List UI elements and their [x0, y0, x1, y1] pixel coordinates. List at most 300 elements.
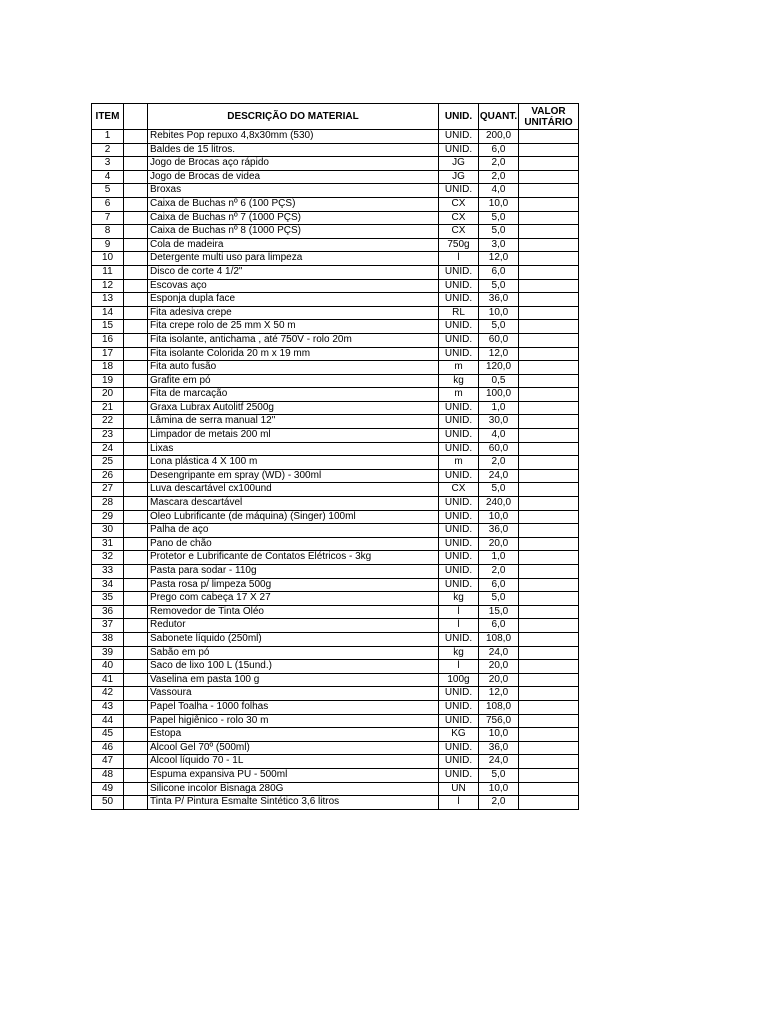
row-blank-cell	[124, 565, 148, 579]
table-row	[92, 265, 579, 279]
row-quantity: 2,0	[479, 456, 519, 470]
row-description: Saco de lixo 100 L (15und.)	[148, 660, 439, 674]
row-unit-value	[519, 361, 579, 375]
row-blank-cell	[124, 755, 148, 769]
row-unit: UNID.	[439, 429, 479, 443]
row-description: Caixa de Buchas nº 6 (100 PÇS)	[148, 197, 439, 211]
row-description: Vaselina em pasta 100 g	[148, 673, 439, 687]
row-item-number: 44	[92, 714, 124, 728]
row-quantity: 10,0	[479, 782, 519, 796]
row-blank-cell	[124, 211, 148, 225]
row-description: Lâmina de serra manual 12"	[148, 415, 439, 429]
row-unit: UNID.	[439, 143, 479, 157]
table-header-row	[92, 104, 579, 130]
row-item-number: 20	[92, 388, 124, 402]
table-row	[92, 673, 579, 687]
row-description: Pano de chão	[148, 537, 439, 551]
row-quantity: 2,0	[479, 157, 519, 171]
row-unit: l	[439, 252, 479, 266]
row-unit: CX	[439, 225, 479, 239]
row-blank-cell	[124, 130, 148, 144]
row-quantity: 60,0	[479, 442, 519, 456]
row-quantity: 20,0	[479, 660, 519, 674]
table-row	[92, 197, 579, 211]
table-row	[92, 578, 579, 592]
row-unit: kg	[439, 374, 479, 388]
table-row	[92, 700, 579, 714]
row-item-number: 2	[92, 143, 124, 157]
row-unit-value	[519, 768, 579, 782]
row-blank-cell	[124, 361, 148, 375]
table-row	[92, 592, 579, 606]
row-unit: UNID.	[439, 537, 479, 551]
row-description: Prego com cabeça 17 X 27	[148, 592, 439, 606]
row-item-number: 3	[92, 157, 124, 171]
row-unit: l	[439, 605, 479, 619]
table-row	[92, 238, 579, 252]
row-blank-cell	[124, 646, 148, 660]
row-blank-cell	[124, 238, 148, 252]
row-unit-value	[519, 265, 579, 279]
row-blank-cell	[124, 388, 148, 402]
row-item-number: 1	[92, 130, 124, 144]
row-quantity: 36,0	[479, 293, 519, 307]
table-row	[92, 755, 579, 769]
table-row	[92, 660, 579, 674]
row-item-number: 32	[92, 551, 124, 565]
row-quantity: 120,0	[479, 361, 519, 375]
row-unit-value	[519, 429, 579, 443]
row-item-number: 25	[92, 456, 124, 470]
row-item-number: 42	[92, 687, 124, 701]
row-unit-value	[519, 347, 579, 361]
row-unit: l	[439, 660, 479, 674]
row-description: Fita auto fusão	[148, 361, 439, 375]
row-item-number: 22	[92, 415, 124, 429]
header-unid: UNID.	[439, 104, 479, 130]
row-description: Jogo de Brocas de videa	[148, 170, 439, 184]
row-unit: m	[439, 456, 479, 470]
row-blank-cell	[124, 741, 148, 755]
row-description: Esponja dupla face	[148, 293, 439, 307]
row-blank-cell	[124, 293, 148, 307]
row-description: Removedor de Tinta Oléo	[148, 605, 439, 619]
row-unit: UNID.	[439, 401, 479, 415]
row-blank-cell	[124, 700, 148, 714]
table-row	[92, 483, 579, 497]
row-unit: JG	[439, 170, 479, 184]
row-unit: UNID.	[439, 741, 479, 755]
row-item-number: 28	[92, 497, 124, 511]
row-unit: UNID.	[439, 184, 479, 198]
row-blank-cell	[124, 469, 148, 483]
row-unit: UNID.	[439, 524, 479, 538]
row-unit: UNID.	[439, 442, 479, 456]
row-unit: UNID.	[439, 320, 479, 334]
row-unit: UNID.	[439, 469, 479, 483]
row-blank-cell	[124, 197, 148, 211]
row-unit: m	[439, 388, 479, 402]
row-blank-cell	[124, 592, 148, 606]
row-unit: UNID.	[439, 632, 479, 646]
row-unit-value	[519, 497, 579, 511]
row-item-number: 17	[92, 347, 124, 361]
table-row	[92, 415, 579, 429]
row-description: Álcool líquido 70 - 1L	[148, 755, 439, 769]
row-item-number: 49	[92, 782, 124, 796]
row-quantity: 2,0	[479, 170, 519, 184]
row-description: Protetor e Lubrificante de Contatos Elétricos - 3kg	[148, 551, 439, 565]
row-unit: UNID.	[439, 293, 479, 307]
table-row	[92, 741, 579, 755]
header-valor-line2: UNITÁRIO	[524, 116, 573, 128]
row-item-number: 46	[92, 741, 124, 755]
row-item-number: 48	[92, 768, 124, 782]
row-unit-value	[519, 197, 579, 211]
row-unit: UNID.	[439, 415, 479, 429]
table-row	[92, 333, 579, 347]
table-row	[92, 306, 579, 320]
header-descricao: DESCRIÇÃO DO MATERIAL	[148, 104, 439, 130]
row-unit: UNID.	[439, 687, 479, 701]
table-row	[92, 687, 579, 701]
table-row	[92, 728, 579, 742]
row-unit-value	[519, 170, 579, 184]
row-unit: UN	[439, 782, 479, 796]
row-item-number: 14	[92, 306, 124, 320]
row-blank-cell	[124, 578, 148, 592]
row-quantity: 36,0	[479, 524, 519, 538]
row-quantity: 12,0	[479, 252, 519, 266]
header-valor-line1: VALOR	[531, 105, 566, 117]
row-blank-cell	[124, 714, 148, 728]
row-quantity: 2,0	[479, 565, 519, 579]
row-unit: UNID.	[439, 510, 479, 524]
row-quantity: 5,0	[479, 768, 519, 782]
row-quantity: 60,0	[479, 333, 519, 347]
row-unit-value	[519, 483, 579, 497]
row-description: Lona plástica 4 X 100 m	[148, 456, 439, 470]
row-description: Vassoura	[148, 687, 439, 701]
table-row	[92, 619, 579, 633]
row-quantity: 3,0	[479, 238, 519, 252]
table-row	[92, 646, 579, 660]
row-unit-value	[519, 782, 579, 796]
row-blank-cell	[124, 170, 148, 184]
row-unit-value	[519, 211, 579, 225]
row-unit-value	[519, 510, 579, 524]
row-blank-cell	[124, 687, 148, 701]
row-item-number: 40	[92, 660, 124, 674]
row-description: Broxas	[148, 184, 439, 198]
row-item-number: 27	[92, 483, 124, 497]
row-blank-cell	[124, 632, 148, 646]
row-quantity: 24,0	[479, 755, 519, 769]
table-row	[92, 130, 579, 144]
row-unit: l	[439, 796, 479, 810]
table-row	[92, 632, 579, 646]
row-item-number: 19	[92, 374, 124, 388]
row-description: Caixa de Buchas nº 8 (1000 PÇS)	[148, 225, 439, 239]
row-unit: 750g	[439, 238, 479, 252]
row-item-number: 18	[92, 361, 124, 375]
row-unit: UNID.	[439, 551, 479, 565]
table-body	[92, 130, 579, 810]
row-quantity: 5,0	[479, 320, 519, 334]
row-quantity: 10,0	[479, 306, 519, 320]
row-item-number: 10	[92, 252, 124, 266]
row-quantity: 12,0	[479, 687, 519, 701]
row-item-number: 16	[92, 333, 124, 347]
row-blank-cell	[124, 374, 148, 388]
row-description: Mascara descartável	[148, 497, 439, 511]
row-blank-cell	[124, 537, 148, 551]
row-unit-value	[519, 660, 579, 674]
row-item-number: 12	[92, 279, 124, 293]
row-description: Tinta P/ Pintura Esmalte Sintético 3,6 litros	[148, 796, 439, 810]
table-row	[92, 143, 579, 157]
row-description: Álcool Gel 70º (500ml)	[148, 741, 439, 755]
table-row	[92, 442, 579, 456]
row-quantity: 200,0	[479, 130, 519, 144]
row-description: Redutor	[148, 619, 439, 633]
row-item-number: 21	[92, 401, 124, 415]
table-row	[92, 401, 579, 415]
row-unit: CX	[439, 483, 479, 497]
row-description: Grafite em pó	[148, 374, 439, 388]
header-blank	[124, 104, 148, 130]
table-row	[92, 524, 579, 538]
row-blank-cell	[124, 456, 148, 470]
row-description: Fita adesiva crepe	[148, 306, 439, 320]
row-quantity: 24,0	[479, 469, 519, 483]
row-blank-cell	[124, 728, 148, 742]
row-blank-cell	[124, 782, 148, 796]
row-item-number: 35	[92, 592, 124, 606]
row-unit-value	[519, 415, 579, 429]
row-description: Fita isolante Colorida 20 m x 19 mm	[148, 347, 439, 361]
row-unit-value	[519, 755, 579, 769]
table-row	[92, 279, 579, 293]
table-row	[92, 768, 579, 782]
row-description: Óleo Lubrificante (de máquina) (Singer) 100ml	[148, 510, 439, 524]
row-blank-cell	[124, 660, 148, 674]
row-item-number: 7	[92, 211, 124, 225]
row-description: Pasta rosa p/ limpeza 500g	[148, 578, 439, 592]
row-unit-value	[519, 565, 579, 579]
row-item-number: 47	[92, 755, 124, 769]
row-description: Baldes de 15 litros.	[148, 143, 439, 157]
row-quantity: 6,0	[479, 578, 519, 592]
row-description: Detergente multi uso para limpeza	[148, 252, 439, 266]
row-unit: UNID.	[439, 265, 479, 279]
row-unit: UNID.	[439, 279, 479, 293]
row-item-number: 23	[92, 429, 124, 443]
row-blank-cell	[124, 157, 148, 171]
row-unit-value	[519, 728, 579, 742]
row-unit: RL	[439, 306, 479, 320]
row-item-number: 36	[92, 605, 124, 619]
row-unit-value	[519, 388, 579, 402]
row-unit: kg	[439, 592, 479, 606]
row-quantity: 5,0	[479, 211, 519, 225]
row-blank-cell	[124, 347, 148, 361]
row-blank-cell	[124, 320, 148, 334]
row-blank-cell	[124, 524, 148, 538]
table-row	[92, 510, 579, 524]
row-unit-value	[519, 306, 579, 320]
row-quantity: 20,0	[479, 673, 519, 687]
row-unit: UNID.	[439, 578, 479, 592]
row-item-number: 29	[92, 510, 124, 524]
row-description: Fita de marcação	[148, 388, 439, 402]
materials-table	[91, 103, 579, 810]
row-blank-cell	[124, 401, 148, 415]
row-quantity: 108,0	[479, 632, 519, 646]
header-item: ITEM	[92, 104, 124, 130]
row-unit-value	[519, 401, 579, 415]
row-unit: JG	[439, 157, 479, 171]
row-unit: UNID.	[439, 333, 479, 347]
row-unit-value	[519, 592, 579, 606]
row-item-number: 13	[92, 293, 124, 307]
row-quantity: 756,0	[479, 714, 519, 728]
row-unit-value	[519, 646, 579, 660]
row-quantity: 6,0	[479, 265, 519, 279]
row-quantity: 0,5	[479, 374, 519, 388]
row-unit: UNID.	[439, 130, 479, 144]
row-unit-value	[519, 632, 579, 646]
row-quantity: 2,0	[479, 796, 519, 810]
row-blank-cell	[124, 265, 148, 279]
table-row	[92, 388, 579, 402]
row-description: Espuma expansiva PU - 500ml	[148, 768, 439, 782]
row-description: Sabão em pó	[148, 646, 439, 660]
row-unit-value	[519, 551, 579, 565]
row-unit: m	[439, 361, 479, 375]
row-item-number: 11	[92, 265, 124, 279]
row-quantity: 24,0	[479, 646, 519, 660]
row-blank-cell	[124, 497, 148, 511]
row-blank-cell	[124, 551, 148, 565]
table-row	[92, 796, 579, 810]
row-unit: CX	[439, 211, 479, 225]
row-unit-value	[519, 184, 579, 198]
row-quantity: 1,0	[479, 551, 519, 565]
table-row	[92, 184, 579, 198]
row-item-number: 4	[92, 170, 124, 184]
row-blank-cell	[124, 429, 148, 443]
table-row	[92, 469, 579, 483]
row-unit: UNID.	[439, 347, 479, 361]
row-blank-cell	[124, 143, 148, 157]
table-row	[92, 374, 579, 388]
row-blank-cell	[124, 306, 148, 320]
row-description: Cola de madeira	[148, 238, 439, 252]
row-item-number: 33	[92, 565, 124, 579]
row-item-number: 9	[92, 238, 124, 252]
row-description: Sabonete líquido (250ml)	[148, 632, 439, 646]
row-unit: 100g	[439, 673, 479, 687]
row-quantity: 15,0	[479, 605, 519, 619]
row-quantity: 4,0	[479, 429, 519, 443]
table-row	[92, 361, 579, 375]
row-unit-value	[519, 293, 579, 307]
table-row	[92, 157, 579, 171]
row-quantity: 12,0	[479, 347, 519, 361]
row-item-number: 26	[92, 469, 124, 483]
row-blank-cell	[124, 605, 148, 619]
row-unit-value	[519, 456, 579, 470]
header-valor-unitario	[519, 104, 579, 130]
table-row	[92, 252, 579, 266]
row-unit: KG	[439, 728, 479, 742]
table-row	[92, 211, 579, 225]
table-row	[92, 170, 579, 184]
row-item-number: 30	[92, 524, 124, 538]
row-description: Caixa de Buchas nº 7 (1000 PÇS)	[148, 211, 439, 225]
row-item-number: 45	[92, 728, 124, 742]
row-description: Fita isolante, antichama , até 750V - rolo 20m	[148, 333, 439, 347]
row-unit-value	[519, 374, 579, 388]
row-blank-cell	[124, 225, 148, 239]
row-description: Limpador de metais 200 ml	[148, 429, 439, 443]
row-unit-value	[519, 225, 579, 239]
table-row	[92, 605, 579, 619]
row-description: Estopa	[148, 728, 439, 742]
row-unit-value	[519, 537, 579, 551]
row-unit-value	[519, 143, 579, 157]
header-quant: QUANT.	[479, 104, 519, 130]
row-blank-cell	[124, 252, 148, 266]
row-description: Desengripante em spray (WD) - 300ml	[148, 469, 439, 483]
row-quantity: 30,0	[479, 415, 519, 429]
row-unit-value	[519, 796, 579, 810]
table-row	[92, 225, 579, 239]
row-unit-value	[519, 320, 579, 334]
row-description: Graxa Lubrax Autolitf 2500g	[148, 401, 439, 415]
table-row	[92, 293, 579, 307]
row-item-number: 5	[92, 184, 124, 198]
row-unit: l	[439, 619, 479, 633]
row-description: Escovas aço	[148, 279, 439, 293]
row-description: Papel higiênico - rolo 30 m	[148, 714, 439, 728]
row-blank-cell	[124, 796, 148, 810]
row-description: Silicone incolor Bisnaga 280G	[148, 782, 439, 796]
table-row	[92, 551, 579, 565]
row-unit-value	[519, 619, 579, 633]
row-item-number: 43	[92, 700, 124, 714]
row-item-number: 34	[92, 578, 124, 592]
row-unit-value	[519, 442, 579, 456]
row-blank-cell	[124, 184, 148, 198]
row-unit-value	[519, 605, 579, 619]
row-unit: UNID.	[439, 714, 479, 728]
row-blank-cell	[124, 619, 148, 633]
row-quantity: 10,0	[479, 197, 519, 211]
row-unit-value	[519, 714, 579, 728]
row-quantity: 20,0	[479, 537, 519, 551]
row-blank-cell	[124, 673, 148, 687]
row-item-number: 8	[92, 225, 124, 239]
row-quantity: 6,0	[479, 619, 519, 633]
row-unit-value	[519, 279, 579, 293]
row-quantity: 36,0	[479, 741, 519, 755]
row-quantity: 4,0	[479, 184, 519, 198]
row-blank-cell	[124, 442, 148, 456]
row-unit-value	[519, 333, 579, 347]
row-unit: UNID.	[439, 497, 479, 511]
